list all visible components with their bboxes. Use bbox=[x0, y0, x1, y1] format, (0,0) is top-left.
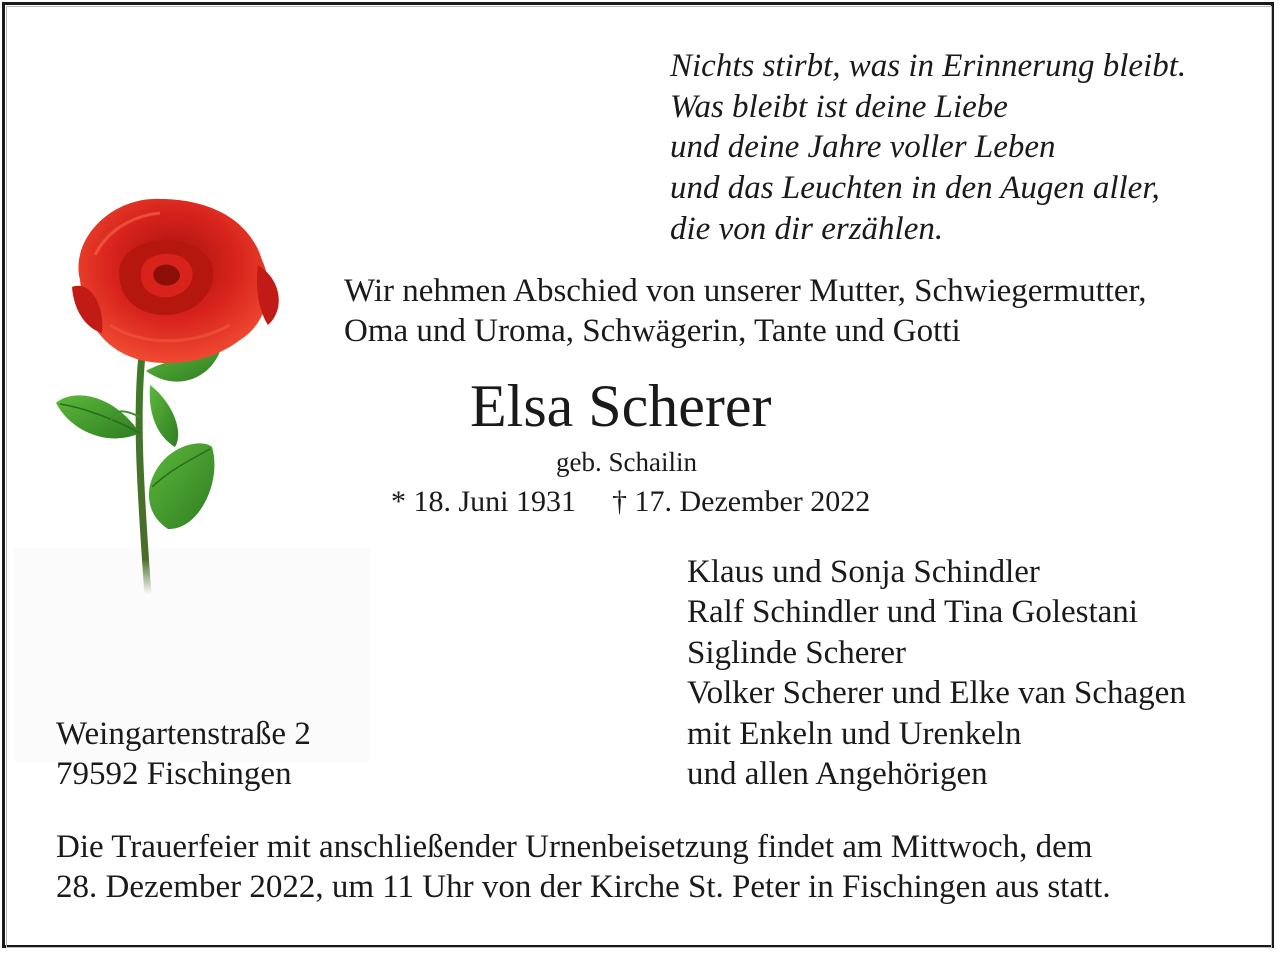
address-street: Weingartenstraße 2 bbox=[56, 716, 311, 752]
ceremony-line: 28. Dezember 2022, um 11 Uhr von der Kirche St. Peter in Fischingen aus statt. bbox=[56, 869, 1111, 905]
mourner-line: Siglinde Scherer bbox=[687, 635, 907, 671]
rose-icon bbox=[50, 185, 290, 605]
intro-line: Wir nehmen Abschied von unserer Mutter, Schwiegermutter, bbox=[344, 273, 1147, 309]
intro-line: Oma und Uroma, Schwägerin, Tante und Gotti bbox=[344, 313, 961, 349]
birth-date: * 18. Juni 1931 bbox=[391, 485, 577, 518]
mourner-line: Volker Scherer und Elke van Schagen bbox=[687, 675, 1186, 711]
poem-line: und das Leuchten in den Augen aller, bbox=[670, 170, 1160, 206]
mourner-line: Klaus und Sonja Schindler bbox=[687, 554, 1040, 590]
deceased-name: Elsa Scherer bbox=[470, 373, 772, 439]
poem-line: die von dir erzählen. bbox=[670, 211, 944, 247]
death-date: † 17. Dezember 2022 bbox=[612, 485, 871, 518]
ceremony-line: Die Trauerfeier mit anschließender Urnenbeisetzung findet am Mittwoch, dem bbox=[56, 829, 1093, 865]
mourner-line: und allen Angehörigen bbox=[687, 756, 988, 792]
poem-line: Nichts stirbt, was in Erinnerung bleibt. bbox=[670, 48, 1187, 84]
poem-line: und deine Jahre voller Leben bbox=[670, 129, 1056, 165]
mourner-line: mit Enkeln und Urenkeln bbox=[687, 716, 1022, 752]
poem-line: Was bleibt ist deine Liebe bbox=[670, 89, 1008, 125]
maiden-name: geb. Schailin bbox=[556, 447, 697, 477]
mourner-line: Ralf Schindler und Tina Golestani bbox=[687, 594, 1138, 630]
address-city: 79592 Fischingen bbox=[56, 756, 292, 792]
